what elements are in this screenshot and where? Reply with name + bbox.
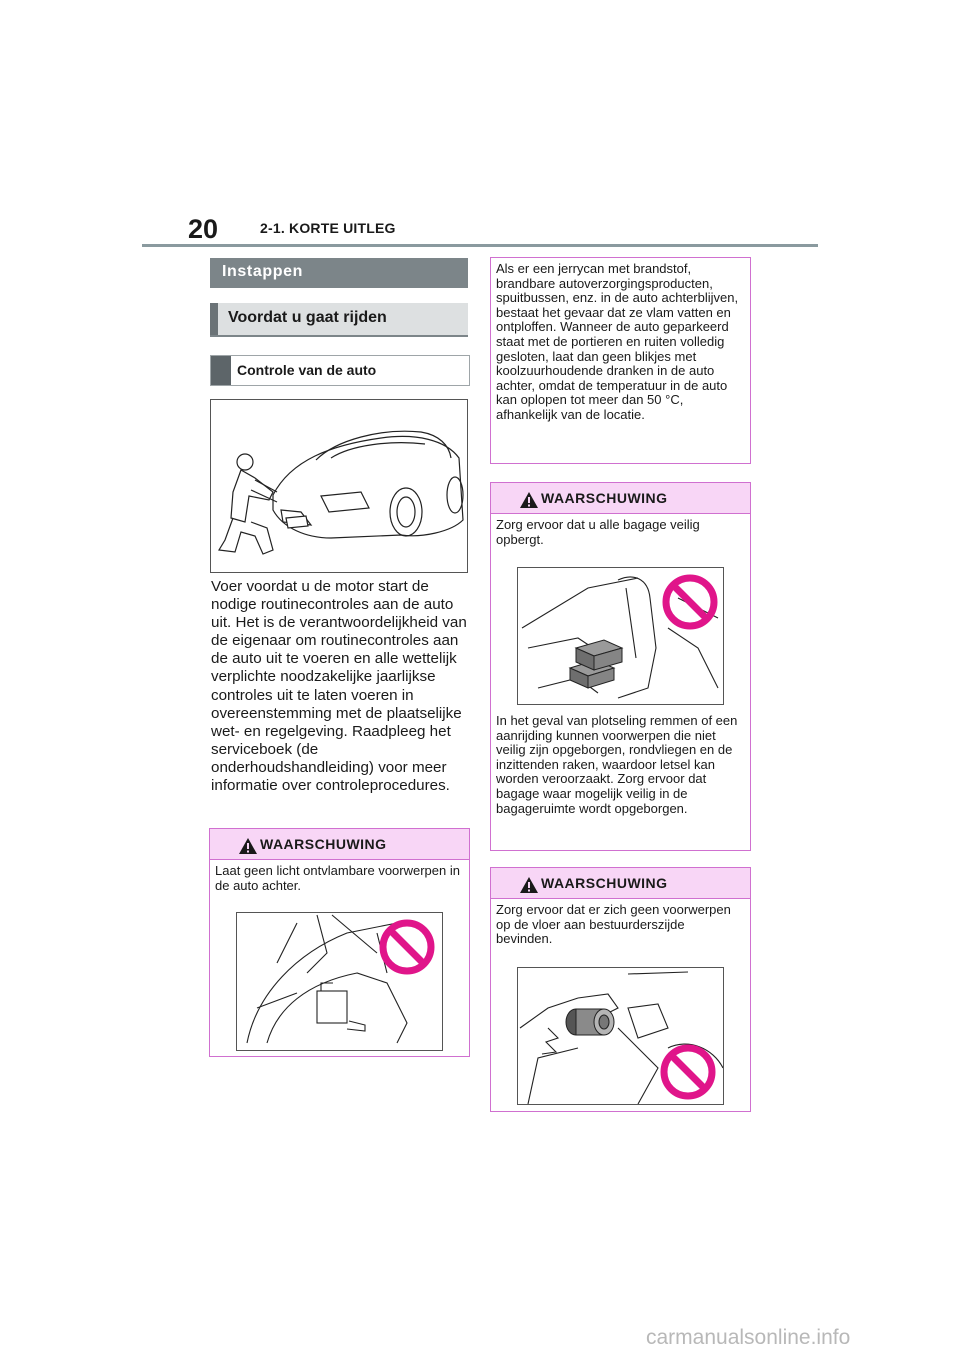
heading-sub xyxy=(210,303,468,337)
warning-text: Laat geen licht ontvlambare voorwerpen in de auto achter. xyxy=(215,863,460,893)
warning-box-luggage xyxy=(490,482,751,851)
warning-title: WAARSCHUWING xyxy=(541,875,668,891)
warning-box-flammable xyxy=(209,828,470,1057)
warning-triangle-icon xyxy=(519,876,539,894)
warning-after-text: In het geval van plotseling remmen of een aanrijding kunnen voorwerpen die niet veilig zijn opgeborgen, rondvliegen en de inzittenden raken, waardoor letsel kan worden veroorzaakt. Zorg ervoor dat bagage waar mogelijk veilig in de bagageruimte wordt opgeborgen. xyxy=(496,713,738,816)
warning-continuation-box xyxy=(490,257,751,464)
luggage-seat-illustration xyxy=(517,567,724,705)
warning-header xyxy=(491,868,750,899)
warning-text: Zorg ervoor dat er zich geen voorwerpen op de vloer aan bestuurderszijde bevinden. xyxy=(496,902,731,947)
trunk-jerrycan-illustration xyxy=(236,912,443,1051)
heading-third-label: Controle van de auto xyxy=(237,362,377,378)
warning-triangle-icon xyxy=(519,491,539,509)
page-number: 20 xyxy=(188,214,219,244)
warning-title: WAARSCHUWING xyxy=(260,836,387,852)
header-divider xyxy=(142,244,818,247)
warning-title: WAARSCHUWING xyxy=(541,490,668,506)
warning-triangle-icon xyxy=(238,837,258,855)
section-title: 2-1. KORTE UITLEG xyxy=(260,220,396,236)
driver-floor-illustration xyxy=(517,967,724,1105)
heading-main-label: Instappen xyxy=(222,263,303,280)
watermark: carmanualsonline.info xyxy=(646,1326,851,1349)
warning-header xyxy=(491,483,750,514)
warning-box-driver-floor xyxy=(490,867,751,1112)
continuation-text: Als er een jerrycan met brandstof, brandbare autoverzorgingsproducten, spuitbussen, enz. in de auto achterblijven, bestaat het gevaar dat ze vlam vatten en ontploffen. Wanneer de auto geparkeerd staat met de portieren en ruiten volledig gesloten, laat dan geen blikjes met koolzuurhoudende dranken in de auto achter, omdat de temperatuur in de auto kan oplopen tot meer dan 50 °C, afhankelijk van de locatie. xyxy=(496,261,739,422)
heading-sub-label: Voordat u gaat rijden xyxy=(228,309,387,326)
heading-third xyxy=(210,355,470,386)
car-inspection-illustration xyxy=(210,399,468,573)
warning-text: Zorg ervoor dat u alle bagage veilig opbergt. xyxy=(496,517,700,547)
heading-main xyxy=(210,258,468,288)
intro-paragraph: Voer voordat u de motor start de nodige routinecontroles aan de auto uit. Het is de verantwoordelijkheid van de eigenaar om routinecontroles aan de auto uit te voeren en alle wettelijk verplichte noodzakelijke jaarlijkse controles uit te laten voeren in overeenstemming met de plaatselijke wet- en regelgeving. Raadpleeg het serviceboek (de onderhoudshandleiding) voor meer informatie over controleprocedures. xyxy=(211,578,467,795)
warning-header xyxy=(210,829,469,860)
